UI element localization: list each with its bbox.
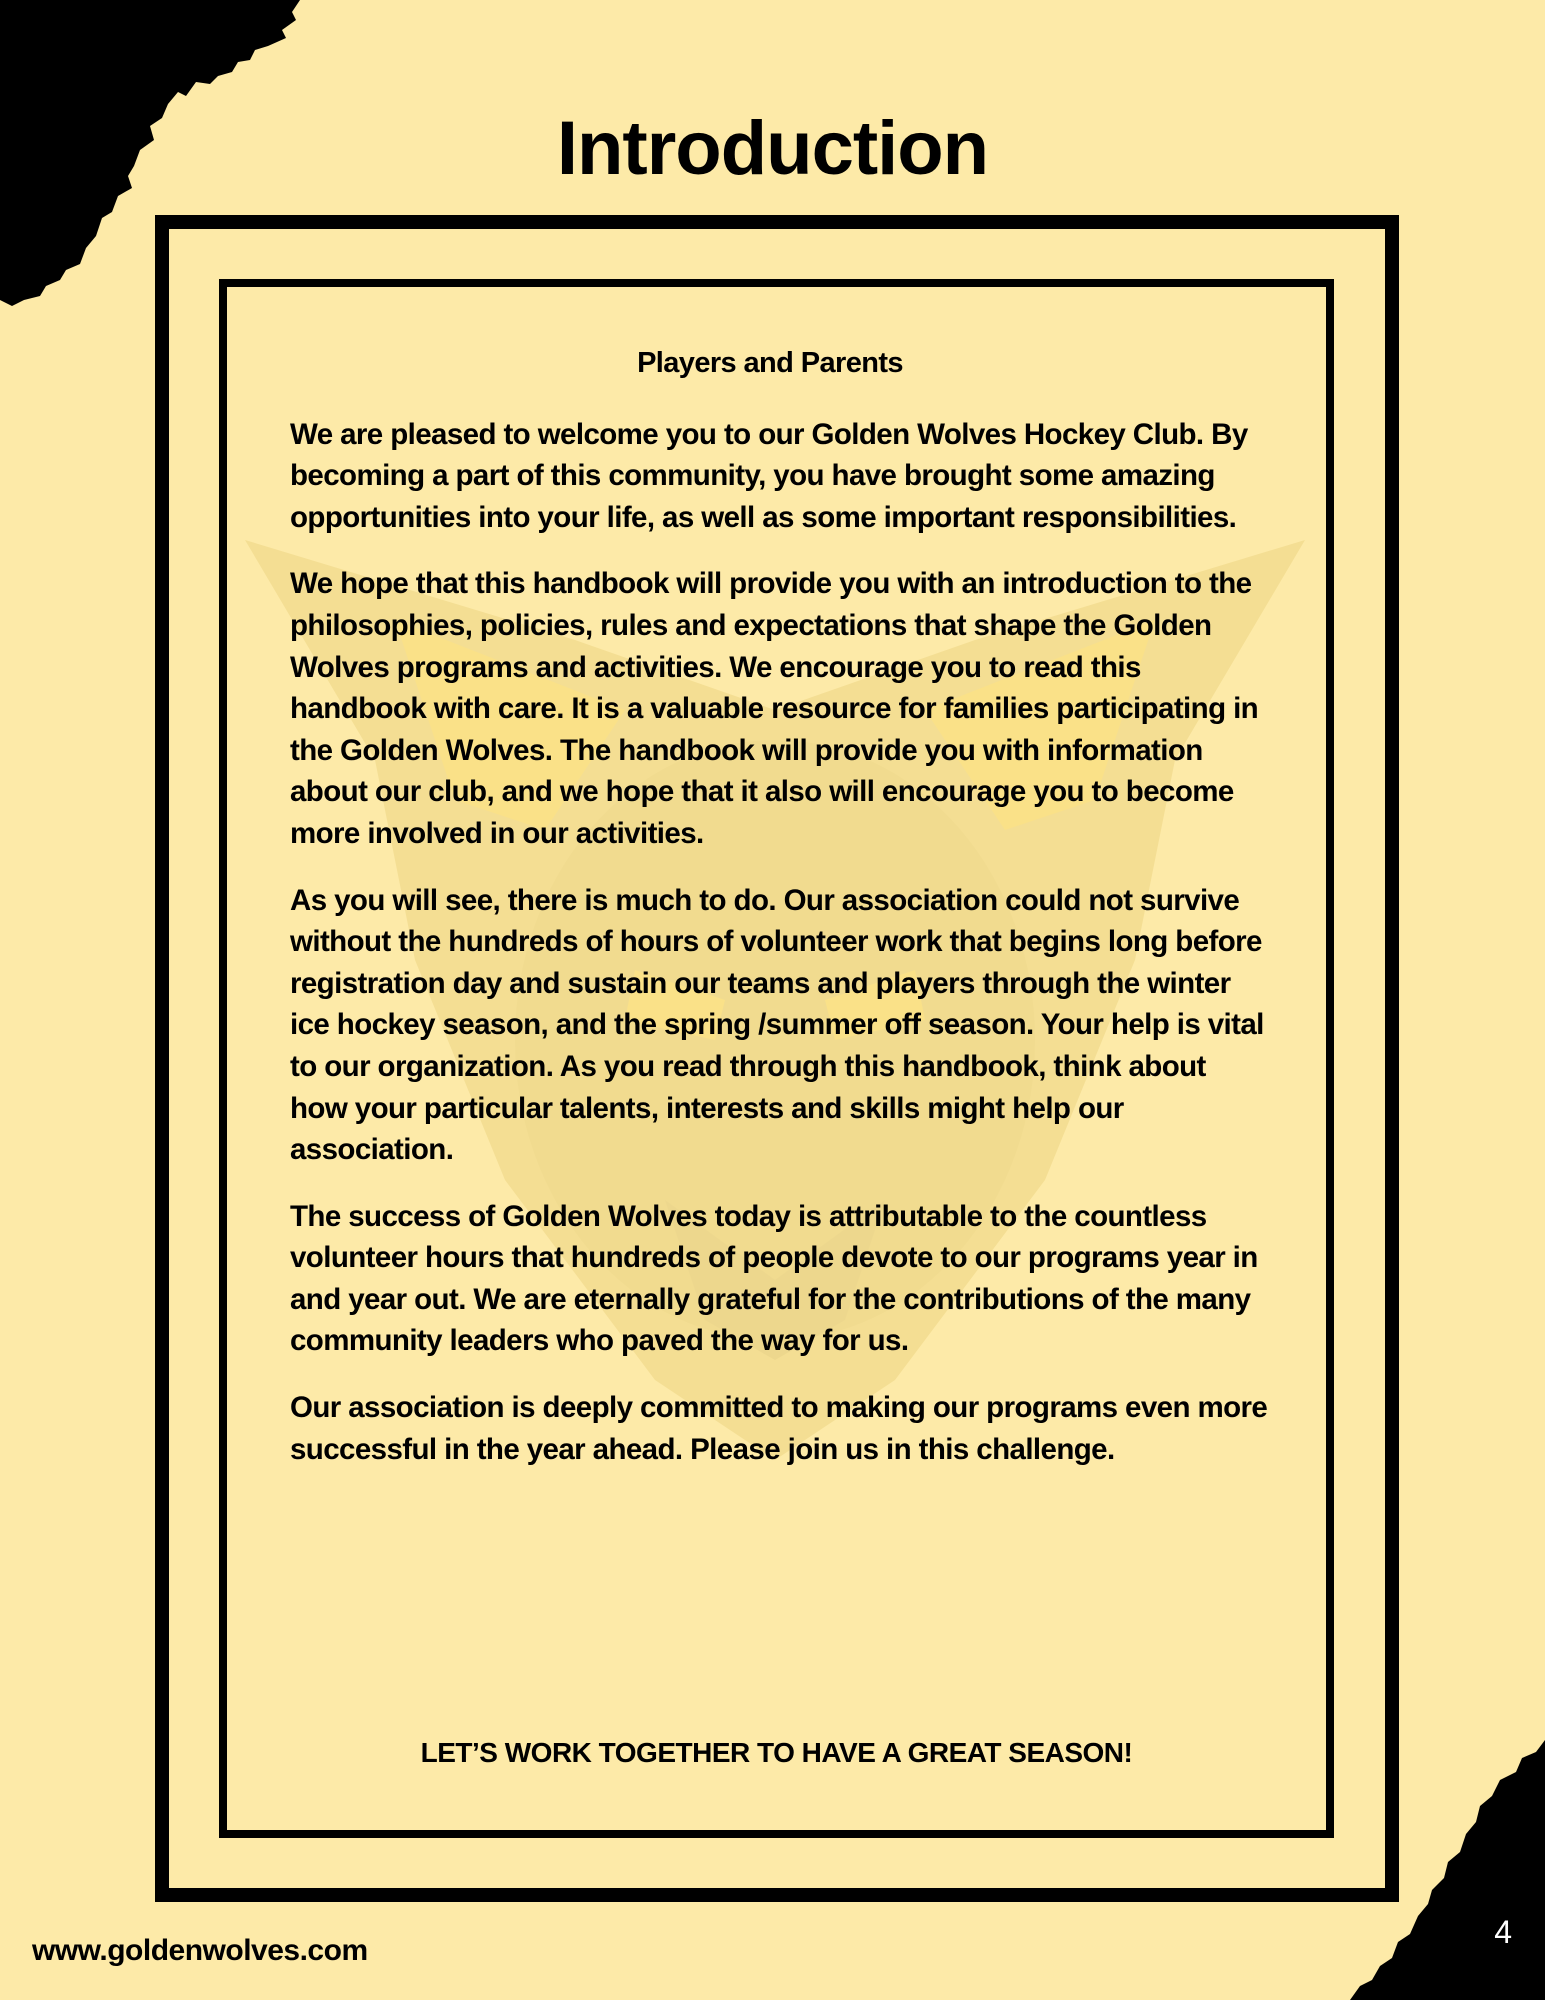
paragraph-volunteer: As you will see, there is much to do. Our association could not survive without the hundreds of hours of volunteer work that begins long before registration day and sustain our teams and players through the winter ice hockey season, and the spring /summer off season. Your help is vital to our organization. As you read through this handbook, think about how your particular talents, interests and skills might help our association. [290,883,1264,1167]
section-subtitle: Players and Parents [637,347,903,379]
paragraph-welcome: We are pleased to welcome you to our Golden Wolves Hockey Club. By becoming a part of this community, you have brought some amazing opportunities into your life, as well as some important responsibilities. [290,417,1248,534]
paragraph-commitment: Our association is deeply committed to making our programs even more successful in the year ahead. Please join us in this challenge. [290,1391,1268,1466]
paragraph-handbook: We hope that this handbook will provide you with an introduction to the philosophies, policies, rules and expectations that shape the Golden Wolves programs and activities. We encourage you to read this handbook with care. It is a valuable resource for families participating in the Golden Wolves. The handbook will provide you with information about our club, and we hope that it also will encourage you to become more involved in our activities. [290,567,1259,850]
website-link[interactable]: www.goldenwolves.com [32,1934,368,1967]
page-title: Introduction [556,106,989,191]
page-number: 4 [1494,1914,1512,1950]
letter-content [290,343,1270,1495]
paragraph-success: The success of Golden Wolves today is attributable to the countless volunteer hours that hundreds of people devote to our programs year in and year out. We are eternally grateful for the contributions of the many community leaders who paved the way for us. [290,1199,1258,1358]
closing-slogan: LET’S WORK TOGETHER TO HAVE A GREAT SEASON! [420,1737,1133,1768]
